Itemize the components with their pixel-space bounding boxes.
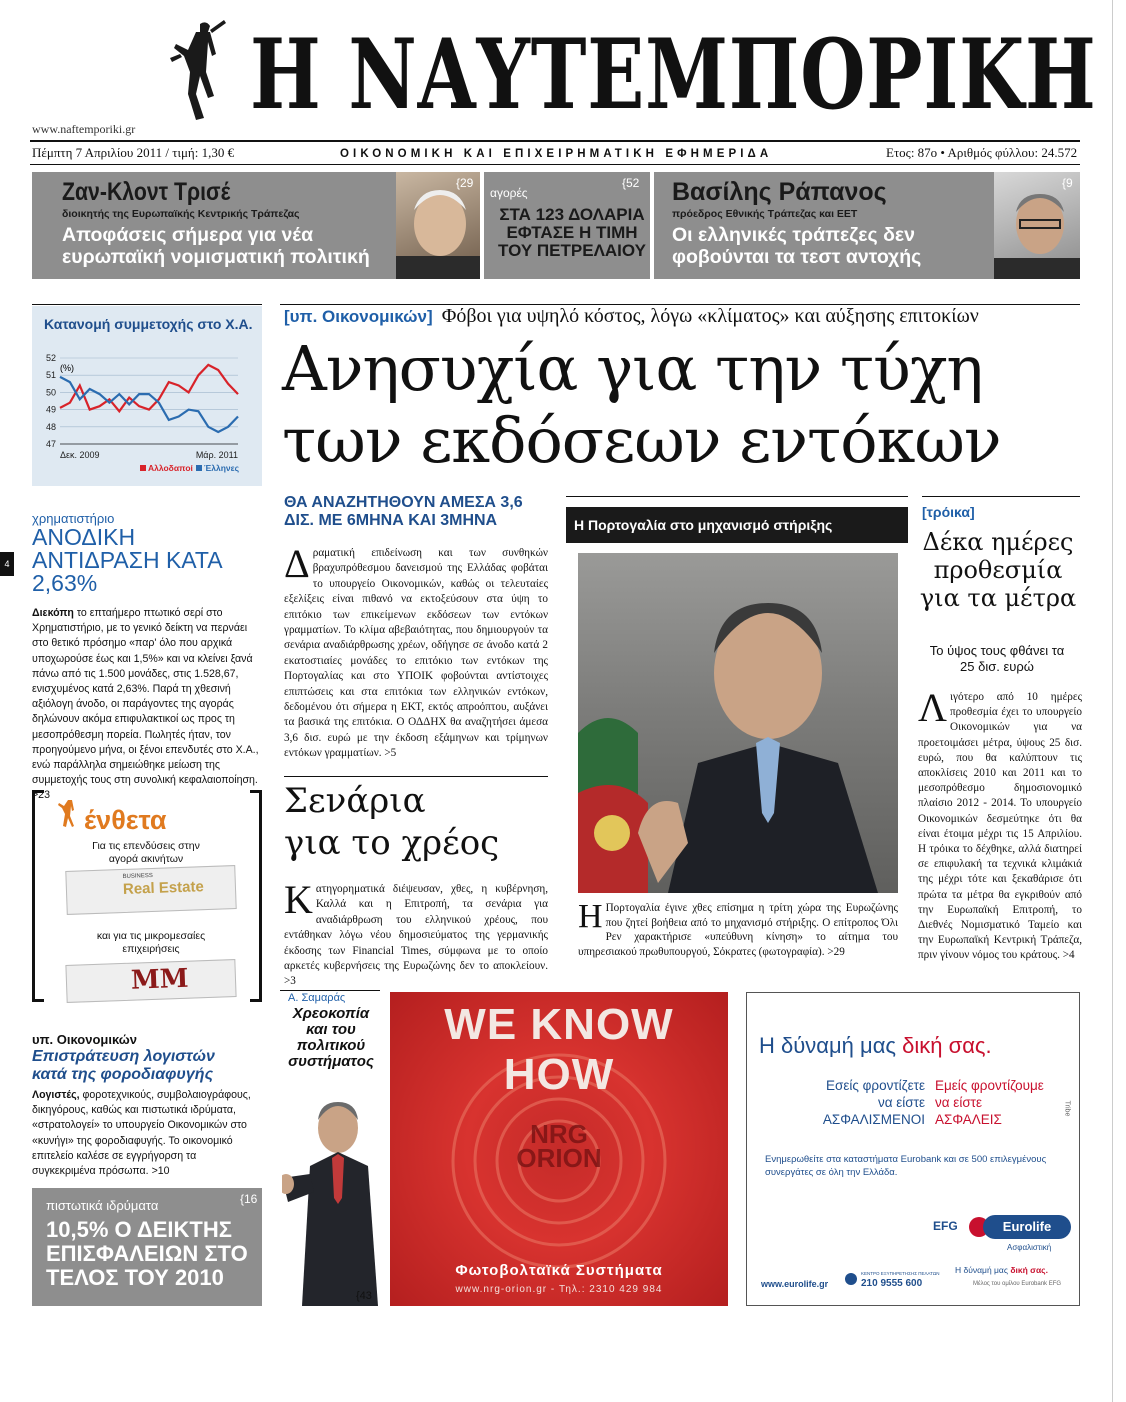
ministry-body	[32, 1088, 262, 1179]
phone-icon	[845, 1273, 857, 1285]
eurolife-ad[interactable]	[746, 992, 1080, 1306]
portugal-label: Η Πορτογαλία στο μηχανισμό στήριξης	[566, 507, 908, 543]
eurolife-phone-label: ΚΕΝΤΡΟ ΕΞΥΠΗΡΕΤΗΣΗΣ ΠΕΛΑΤΩΝ	[861, 1271, 940, 1276]
credit-kicker: πιστωτικά ιδρύματα	[46, 1198, 159, 1213]
ministry-headline: Επιστράτευση λογιστών κατά της φοροδιαφυγής	[32, 1048, 215, 1083]
hermes-logo-icon	[160, 18, 238, 130]
scenarios-dropcap: Κ	[284, 877, 313, 922]
scenarios-headline-2: για το χρέος	[284, 823, 500, 863]
promo-role: διοικητής της Ευρωπαϊκής Κεντρικής Τράπεζας	[62, 208, 300, 220]
eurolife-member: Μέλος του ομίλου Eurobank EFG	[973, 1281, 1062, 1287]
eurolife-right: Εμείς φροντίζουμε να είστε ΑΣΦΑΛΕΙΣ	[935, 1078, 1044, 1127]
troika-dropcap: Λ	[918, 685, 948, 730]
ministry-text: φοροτεχνικούς, συμβολαιογράφους, δικηγόρους, καθώς και πιστωτικά ιδρύματα, «στρατολογεί» το υπουργείο Οικονομικών στο «κυνήγι» της φοροδιαφυγής. Το οικονομικό επιτελείο καλέσε σε εγγρήγορση τα συγκεκριμένα πρόσωπα. >10	[32, 1089, 251, 1178]
samaras-page: {43	[356, 1290, 372, 1302]
chart-plot	[32, 346, 262, 486]
portugal-dropcap: Η	[578, 898, 603, 935]
bracket-left	[32, 790, 44, 1002]
portugal-block	[566, 496, 908, 968]
market-lead: Διεκόπη	[32, 607, 74, 619]
promo-text: Αποφάσεις σήμερα για νέα ευρωπαϊκή νομισματική πολιτική	[62, 224, 370, 268]
chart-legend-swatch	[196, 465, 202, 471]
eurolife-phone[interactable]: 210 9555 600	[861, 1278, 923, 1289]
lead-deck: Φόβοι για υψηλό κόστος, λόγω «κλίματος» και αύξησης επιτοκίων	[441, 305, 979, 327]
nrg-logo-1: NRG	[530, 1119, 588, 1149]
website-url[interactable]: www.naftemporiki.gr	[32, 122, 136, 136]
eurolife-left: Εσείς φροντίζετε να είστε ΑΣΦΑΛΙΣΜΕΝΟΙ	[822, 1078, 925, 1127]
market-text: το επταήμερο πτωτικό σερί στο Χρηματιστήριο, με το γενικό δείκτη να περνάει στο θετικό πρόσημο «παρ' όλο που αρχικά υποχωρούσε έως και 1,5%» και να κλείνει ξανά πάνω από τις 1.500 μονάδες, στις 1.528,67, ενισχυμένος κατά 2,63%. Παρά τη χθεσινή αξιόλογη άνοδο, οι παράγοντες της αγοράς δηλώνουν ακόμα επιφυλακτικοί ως προς τη μεσοπρόθεσμη πορεία. Πωλητές ήταν, τον προηγούμενο μήνα, οι ξένοι επενδυτές στο Χ.Α., ενώ παράλληλα σημειώθηκε μείωση της συμμετοχής τους στη συνολική κεφαλαιοποίηση. >23	[32, 607, 259, 802]
chart-ytick-label: 51	[45, 370, 56, 381]
chart-ylabel: (%)	[60, 363, 74, 373]
samaras-headline: Χρεοκοπία και του πολιτικού συστήματος	[288, 1005, 374, 1070]
eurolife-slogan: Η δύναμή μας δική σας.	[759, 1033, 992, 1058]
credit-text: 10,5% Ο ΔΕΙΚΤΗΣ ΕΠΙΣΦΑΛΕΙΩΝ ΣΤΟ ΤΕΛΟΣ ΤΟΥ 2010	[46, 1217, 248, 1290]
socrates-photo	[578, 553, 898, 893]
troika-text: ιγότερο από 10 ημέρες προθεσμία έχει το υπουργείο Οικονομικών για να προετοιμάσει μέτρα, ύψους 25 δισ. ευρώ, που θα καλύπτουν τις αποκλίσεις 2010 και 2011 και το μεσοπρόθεσμο δημοσιονομικό πλαίσιο 2012 - 2014. Το υπουργείο Οικονομικών δεσμεύτηκε ότι θα είναι έτοιμα μέχρι τις 15 Απριλίου. Η τρόικα το δέχθηκε, αλλά διατηρεί σε επιφυλακή τα τεχνικά κλιμάκιά της μέχρι τότε και ξεκαθάρισε ότι πρώτα τα μέτρα θα εγκριθούν από την Ευρωπαϊκή Επιτροπή, το Διεθνές Νομισματικό Ταμείο και την Ευρωπαϊκή Κεντρική Τράπεζα, πριν γίνουν νόμος του κράτους. >4	[918, 691, 1082, 962]
inserts-text-1: Για τις επενδύσεις στην αγορά ακινήτων	[92, 840, 200, 865]
portugal-caption-text: Πορτογαλία έγινε χθες επίσημα η τρίτη χώρα της Ευρωζώνης που ζητεί βοήθεια από το μηχανισμό στήριξης. Ο επίτροπος Όλι Ρεν χαρακτήρισε «υπεύθυνη κίνηση» το αίτημα του υπηρεσιακού πρωθυπουργού, Σόκρατες (φωτογραφία). >29	[578, 902, 898, 958]
inserts-title: ένθετα	[84, 805, 167, 835]
eurolife-logo: EFG Eurolife	[933, 1215, 1069, 1239]
troika-deck: Το ύψος τους φθάνει τα 25 δισ. ευρώ	[929, 643, 1065, 674]
eurolife-info: Ενημερωθείτε στα καταστήματα Eurobank και σε 500 επιλεγμένους συνεργάτες σε όλη την Ελλάδα.	[765, 1154, 1047, 1178]
chart-legend-swatch	[140, 465, 146, 471]
chart-box	[32, 306, 262, 486]
nrg-product: Φωτοβολταϊκά Συστήματα	[455, 1262, 663, 1279]
lead-headline-2: των εκδόσεων εντόκων	[282, 404, 1001, 477]
troika-body	[918, 685, 1082, 964]
ministry-lead: Λογιστές,	[32, 1089, 80, 1101]
promo-kicker: αγορές	[490, 186, 528, 200]
lead-subhead: ΘΑ ΑΝΑΖΗΤΗΘΟΥΝ ΑΜΕΣΑ 3,6 ΔΙΣ. ΜΕ 6ΜΗΝΑ ΚΑΙ 3ΜΗΝΑ	[284, 494, 523, 529]
lead-headline-1: Ανησυχία για την τύχη	[282, 332, 983, 405]
credit-promo[interactable]	[32, 1188, 262, 1306]
promo-text: ΣΤΑ 123 ΔΟΛΑΡΙΑ ΕΦΤΑΣΕ Η ΤΙΜΗ ΤΟΥ ΠΕΤΡΕΛΑΙΟΥ	[498, 205, 646, 260]
eurolife-tag: Η δύναμή μας δική σας.	[955, 1265, 1048, 1275]
troika-kicker: [τρόικα]	[922, 504, 975, 520]
lead-body	[284, 541, 548, 762]
promo-trichet[interactable]	[32, 172, 480, 279]
tagline: ΟΙΚΟΝΟΜΙΚΗ ΚΑΙ ΕΠΙΧΕΙΡΗΜΑΤΙΚΗ ΕΦΗΜΕΡΙΔΑ	[340, 148, 773, 160]
ministry-kicker: υπ. Οικονομικών	[32, 1032, 137, 1047]
date-price: Πέμπτη 7 Απριλίου 2011 / τιμή: 1,30 €	[32, 145, 235, 160]
hermes-small-icon	[56, 798, 82, 828]
real-estate-insert[interactable]: BUSINESS Real Estate	[65, 865, 236, 915]
portugal-caption	[578, 898, 898, 959]
nrg-contact[interactable]: www.nrg-orion.gr - Τηλ.: 2310 429 984	[455, 1284, 663, 1295]
eurolife-url[interactable]: www.eurolife.gr	[761, 1279, 829, 1289]
scenarios-text: ατηγορηματικά διέψευσαν, χθες, η κυβέρνηση, Καλλά και η Επιτροπή, τα σενάρια για αναδιάρθρωση του ελληνικού χρέους, που εντάθηκαν λόγω νέου δημοσιεύματος της γερμανικής έκδοσης των Financial Times, σύμφωνα με το οποίο αρκετές κυβερνήσεις της Ευρωζώνης δεν το αποκλείουν. >3	[284, 883, 548, 988]
promo-page: {52	[622, 176, 640, 190]
promo-rapanos[interactable]	[654, 172, 1080, 279]
issue-info: Ετος: 87ο • Αριθμός φύλλου: 24.572	[886, 145, 1078, 160]
nrg-logo-2: ORION	[516, 1143, 602, 1173]
eurolife-brand-sub: Ασφαλιστική	[1007, 1243, 1052, 1252]
chart-series-foreign	[60, 365, 238, 411]
promo-oil[interactable]	[484, 172, 650, 279]
eurolife-side: Tribe	[1063, 1100, 1071, 1117]
lead-dropcap: Δ	[284, 541, 310, 586]
market-headline: ΑΝΟΔΙΚΗ ΑΝΤΙΔΡΑΣΗ ΚΑΤΑ 2,63%	[32, 524, 222, 596]
nrg-headline: WE KNOW HOW	[444, 1000, 674, 1099]
chart-ytick-label: 52	[45, 353, 56, 363]
newspaper-title: Η ΝΑΥΤΕΜΠΟΡΙΚΗ	[250, 18, 1097, 131]
promo-name: Ζαν-Κλοντ Τρισέ	[62, 178, 231, 206]
chart-title: Κατανομή συμμετοχής στο Χ.Α.	[44, 316, 253, 332]
promo-text: Οι ελληνικές τράπεζες δεν φοβούνται τα τεστ αντοχής	[672, 224, 922, 268]
scenarios-headline-1: Σενάρια	[284, 781, 426, 821]
promo-page: {29	[456, 176, 474, 190]
promo-name: Βασίλης Ράπανος	[672, 178, 887, 206]
inserts-text-2: και για τις μικρομεσαίες επιχειρήσεις	[96, 930, 206, 955]
promo-role: πρόεδρος Εθνικής Τράπεζας και ΕΕΤ	[672, 208, 858, 220]
lead-text: ραματική επιδείνωση και των συνθηκών βραχυπρόθεσμου δανεισμού της Ελλάδας φοβάται το υπουργείο Οικονομικών, καθώς οι τελευταίες εξελίξεις είναι πιθανό να εκτοξεύσουν στα ύψη το επιτόκιο των επικείμενων εκδόσεων των εντόκων γραμματίων. Το κλίμα αβεβαιότητας, που δημιουργούν τα σενάρια αναδιάρθρωσης χρέων, οδήγησε σε άνοδο κατά 2 εκατοστιαίες μονάδες το επιτόκιο των εντόκων της Πορτογαλίας και στο ΥΠΟΙΚ φοβούνται αντίστοιχες επιπτώσεις και στα επιτόκια των ελληνικών εντόκων, δεδομένου ότι σήμερα η ΕΚΤ, εκτός απροόπτου, αυξάνει τα βασικά της επιτόκια. Ο ΟΔΔΗΧ θα αναζητήσει άμεσα 3,6 δισ. ευρώ με την έκδοση εξάμηνων και τρίμηνων εντόκων γραμματίων. >5	[284, 547, 548, 760]
market-kicker: χρηματιστήριο	[32, 511, 115, 526]
chart-ytick-label: 49	[45, 404, 56, 415]
chart-xtick-end: Μάρ. 2011	[195, 450, 238, 460]
promo-page: {9	[1062, 176, 1073, 190]
mm-insert[interactable]: MM	[65, 959, 236, 1003]
lead-deck-row	[284, 305, 979, 328]
samaras-photo	[282, 1086, 378, 1306]
lead-kicker: [υπ. Οικονομικών]	[284, 307, 433, 326]
credit-page: {16	[240, 1192, 258, 1206]
chart-ytick-label: 48	[45, 421, 56, 432]
troika-headline: Δέκα ημέρες προθεσμία για τα μέτρα	[919, 528, 1077, 612]
chart-legend-label: Έλληνες	[204, 463, 240, 473]
chart-ytick-label: 47	[45, 439, 56, 449]
chart-ytick-label: 50	[45, 387, 56, 398]
bracket-right	[250, 790, 262, 1002]
nrg-orion-ad[interactable]	[390, 992, 728, 1306]
chart-legend-label: Αλλοδαποί	[148, 463, 193, 473]
samaras-kicker: Α. Σαμαράς	[288, 992, 346, 1004]
market-body	[32, 606, 262, 804]
page-marker: 4	[0, 552, 14, 576]
chart-xtick-start: Δεκ. 2009	[60, 450, 100, 460]
scenarios-body	[284, 877, 548, 990]
nrg-logo	[390, 1119, 728, 1173]
